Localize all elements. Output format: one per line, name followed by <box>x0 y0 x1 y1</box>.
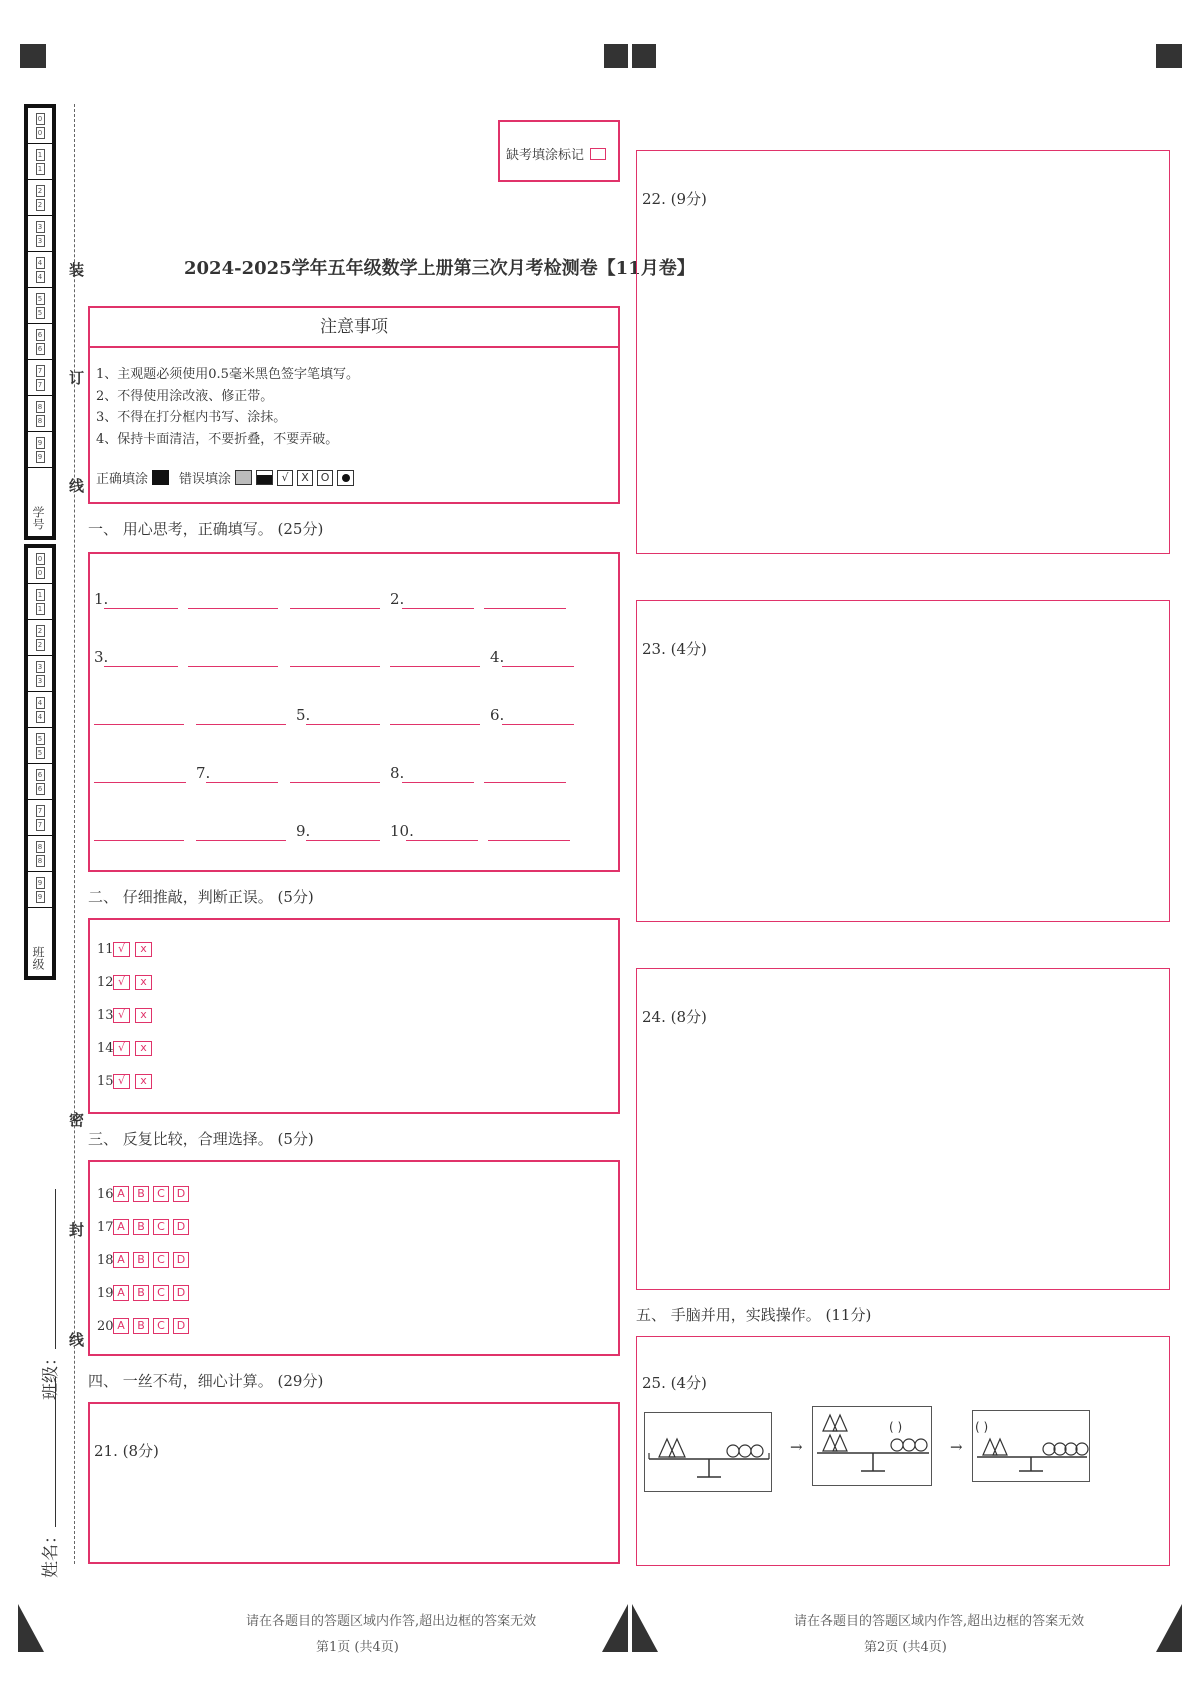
section-3-title: 三、 反复比较，合理选择。 (5分) <box>88 1130 314 1148</box>
digit-bubble: 6 <box>36 769 45 781</box>
registration-mark-top-center-2 <box>632 44 656 68</box>
tf-question-row <box>97 942 157 957</box>
student-number-digit-4[interactable] <box>28 252 52 288</box>
digit-bubble: 5 <box>36 307 45 319</box>
class-number-digit-1[interactable] <box>28 584 52 620</box>
digit-bubble: 1 <box>36 589 45 601</box>
balance-scale-3 <box>972 1410 1090 1482</box>
blank-8d[interactable] <box>196 840 286 841</box>
digit-bubble: 2 <box>36 625 45 637</box>
class-number-digit-7[interactable] <box>28 800 52 836</box>
mc-option-c[interactable]: C <box>153 1219 169 1235</box>
student-number-digit-2[interactable] <box>28 180 52 216</box>
question-23-box[interactable] <box>636 600 1170 922</box>
registration-triangle-bottom-center-2 <box>632 1604 658 1652</box>
digit-bubble: 2 <box>36 639 45 651</box>
blank-6b[interactable] <box>94 782 186 783</box>
class-number-digit-6[interactable] <box>28 764 52 800</box>
class-number-digit-2[interactable] <box>28 620 52 656</box>
mc-option-b[interactable]: B <box>133 1318 149 1334</box>
tf-question-number: 13 <box>97 1008 114 1023</box>
question-24-label: 24. (8分) <box>642 1008 707 1026</box>
tf-question-row <box>97 975 157 990</box>
digit-bubble: 9 <box>36 877 45 889</box>
binding-char-xian2: 线 <box>67 1332 85 1347</box>
mc-option-c[interactable]: C <box>153 1318 169 1334</box>
student-number-digit-1[interactable] <box>28 144 52 180</box>
balance-scale-2 <box>812 1406 932 1486</box>
blank-7b[interactable] <box>290 782 380 783</box>
blank-label-2: 2. <box>390 590 405 608</box>
question-24-box[interactable] <box>636 968 1170 1290</box>
digit-bubble: 1 <box>36 603 45 615</box>
footer-page-2: 第2页 (共4页) <box>864 1640 947 1655</box>
notice-item-3: 3、不得在打分框内书写、涂抹。 <box>96 410 287 425</box>
tf-question-number: 15 <box>97 1074 114 1089</box>
registration-mark-top-left <box>20 44 46 68</box>
mc-question-row <box>97 1219 193 1235</box>
blank-4a[interactable] <box>502 666 574 667</box>
digit-bubble: 2 <box>36 185 45 197</box>
mc-question-row <box>97 1252 193 1268</box>
blank-2a[interactable] <box>402 608 474 609</box>
binding-char-zhuang: 装 <box>67 262 85 277</box>
tf-false-option[interactable]: x <box>135 942 152 957</box>
class-number-grid <box>24 544 56 980</box>
notice-heading: 注意事项 <box>90 308 618 348</box>
section-1-title: 一、 用心思考，正确填写。 (25分) <box>88 520 324 538</box>
wrong-fill-check-sample: √ <box>277 470 293 486</box>
class-number-digit-8[interactable] <box>28 836 52 872</box>
digit-bubble: 0 <box>36 113 45 125</box>
footer-note-page-1: 请在各题目的答题区域内作答,超出边框的答案无效 <box>246 1614 537 1629</box>
class-number-digit-3[interactable] <box>28 656 52 692</box>
digit-bubble: 5 <box>36 733 45 745</box>
digit-bubble: 4 <box>36 257 45 269</box>
blank-3b[interactable] <box>188 666 278 667</box>
mc-option-a[interactable]: A <box>113 1219 129 1235</box>
class-number-digit-9[interactable] <box>28 872 52 908</box>
question-23-label: 23. (4分) <box>642 640 707 658</box>
digit-bubble: 1 <box>36 163 45 175</box>
digit-bubble: 3 <box>36 235 45 247</box>
blank-4b[interactable] <box>94 724 184 725</box>
blank-label-4: 4. <box>490 648 505 666</box>
blank-2b[interactable] <box>484 608 566 609</box>
section-1-box <box>88 552 620 872</box>
mc-option-c[interactable]: C <box>153 1252 169 1268</box>
registration-triangle-bottom-left <box>18 1604 44 1652</box>
blank-5b[interactable] <box>390 724 480 725</box>
correct-fill-label: 正确填涂 <box>96 472 149 487</box>
section-2-box <box>88 918 620 1114</box>
mc-option-a[interactable]: A <box>113 1252 129 1268</box>
digit-bubble: 6 <box>36 343 45 355</box>
digit-bubble: 7 <box>36 365 45 377</box>
digit-bubble: 5 <box>36 293 45 305</box>
mc-option-b[interactable]: B <box>133 1219 149 1235</box>
balance-scale-3-paren: ( ) <box>975 1420 989 1434</box>
wrong-fill-gray-sample <box>235 470 252 485</box>
class-number-digit-4[interactable] <box>28 692 52 728</box>
mc-option-b[interactable]: B <box>133 1285 149 1301</box>
tf-question-number: 11 <box>97 942 114 957</box>
mc-option-a[interactable]: A <box>113 1186 129 1202</box>
tf-false-option[interactable]: x <box>135 1074 152 1089</box>
digit-bubble: 6 <box>36 329 45 341</box>
side-class-label: 班级： <box>41 1349 61 1400</box>
question-22-label: 22. (9分) <box>642 190 707 208</box>
registration-mark-top-right <box>1156 44 1182 68</box>
blank-4c[interactable] <box>196 724 286 725</box>
registration-triangle-bottom-right <box>1156 1604 1182 1652</box>
mc-option-b[interactable]: B <box>133 1186 149 1202</box>
tf-question-row <box>97 1008 157 1023</box>
mc-question-number: 20 <box>97 1318 114 1334</box>
digit-bubble: 4 <box>36 711 45 723</box>
blank-1b[interactable] <box>188 608 278 609</box>
tf-question-row <box>97 1074 157 1089</box>
registration-mark-top-center-1 <box>604 44 628 68</box>
absent-mark-checkbox[interactable] <box>590 148 606 160</box>
arrow-2: → <box>950 1438 963 1456</box>
tf-false-option[interactable]: x <box>135 975 152 990</box>
mc-question-number: 19 <box>97 1285 114 1301</box>
blank-3a[interactable] <box>104 666 178 667</box>
blank-7a[interactable] <box>206 782 278 783</box>
binding-char-feng: 封 <box>67 1222 85 1237</box>
balance-scale-3-drawing <box>973 1411 1091 1483</box>
blank-label-3: 3. <box>94 648 109 666</box>
blank-8b[interactable] <box>484 782 566 783</box>
digit-bubble: 8 <box>36 841 45 853</box>
student-number-digit-0[interactable] <box>28 108 52 144</box>
blank-10a[interactable] <box>406 840 478 841</box>
absent-mark-label: 缺考填涂标记 <box>506 148 585 163</box>
binding-char-xian: 线 <box>67 478 85 493</box>
mc-option-d[interactable]: D <box>173 1318 189 1334</box>
digit-bubble: 0 <box>36 567 45 579</box>
blank-label-6: 6. <box>490 706 505 724</box>
digit-bubble: 8 <box>36 401 45 413</box>
digit-bubble: 7 <box>36 819 45 831</box>
absent-mark-box <box>498 120 620 182</box>
footer-page-1: 第1页 (共4页) <box>316 1640 399 1655</box>
tf-question-number: 14 <box>97 1041 114 1056</box>
blank-3c[interactable] <box>290 666 380 667</box>
digit-bubble: 7 <box>36 805 45 817</box>
blank-label-8: 8. <box>390 764 405 782</box>
digit-bubble: 5 <box>36 747 45 759</box>
blank-label-5: 5. <box>296 706 311 724</box>
class-number-label: 班级 <box>31 946 45 970</box>
blank-5a[interactable] <box>306 724 380 725</box>
section-2-title: 二、 仔细推敲，判断正误。 (5分) <box>88 888 314 906</box>
question-22-box[interactable] <box>636 150 1170 554</box>
digit-bubble: 9 <box>36 451 45 463</box>
student-number-digit-9[interactable] <box>28 432 52 468</box>
correct-fill-sample <box>152 470 169 485</box>
mc-question-number: 17 <box>97 1219 114 1235</box>
digit-bubble: 0 <box>36 127 45 139</box>
student-number-digit-6[interactable] <box>28 324 52 360</box>
side-class-field[interactable] <box>36 1189 61 1400</box>
balance-scale-1-drawing <box>645 1413 773 1493</box>
blank-10b[interactable] <box>488 840 570 841</box>
registration-triangle-bottom-center-1 <box>602 1604 628 1652</box>
tf-true-option[interactable]: √ <box>113 975 130 990</box>
student-number-digit-3[interactable] <box>28 216 52 252</box>
mc-question-number: 16 <box>97 1186 114 1202</box>
blank-8a[interactable] <box>402 782 474 783</box>
tf-true-option[interactable]: √ <box>113 1041 130 1056</box>
class-number-digit-5[interactable] <box>28 728 52 764</box>
digit-bubble: 9 <box>36 891 45 903</box>
section-4-title: 四、 一丝不苟，细心计算。 (29分) <box>88 1372 324 1390</box>
side-name-label: 姓名： <box>41 1527 61 1578</box>
digit-bubble: 8 <box>36 855 45 867</box>
blank-1a[interactable] <box>104 608 178 609</box>
arrow-1: → <box>790 1438 803 1456</box>
digit-bubble: 3 <box>36 221 45 233</box>
digit-bubble: 9 <box>36 437 45 449</box>
mc-option-d[interactable]: D <box>173 1252 189 1268</box>
digit-bubble: 3 <box>36 675 45 687</box>
digit-bubble: 7 <box>36 379 45 391</box>
mc-option-c[interactable]: C <box>153 1285 169 1301</box>
mc-question-number: 18 <box>97 1252 114 1268</box>
tf-question-number: 12 <box>97 975 114 990</box>
blank-label-10: 10. <box>390 822 414 840</box>
student-number-digit-8[interactable] <box>28 396 52 432</box>
digit-bubble: 8 <box>36 415 45 427</box>
balance-scale-2-paren: ( ) <box>889 1420 903 1434</box>
notice-item-4: 4、保持卡面清洁，不要折叠，不要弄破。 <box>96 431 339 447</box>
digit-bubble: 6 <box>36 783 45 795</box>
footer-note-page-2: 请在各题目的答题区域内作答,超出边框的答案无效 <box>794 1614 1085 1629</box>
mc-option-d[interactable]: D <box>173 1186 189 1202</box>
notice-box <box>88 306 620 504</box>
digit-bubble: 0 <box>36 553 45 565</box>
question-21-label: 21. (8分) <box>94 1442 159 1460</box>
binding-char-ding: 订 <box>67 370 85 385</box>
mc-option-d[interactable]: D <box>173 1219 189 1235</box>
notice-item-1: 1、主观题必须使用0.5毫米黑色签字笔填写。 <box>96 367 359 382</box>
wrong-fill-dot-sample <box>337 470 354 486</box>
blank-8c[interactable] <box>94 840 184 841</box>
question-21-box[interactable] <box>88 1402 620 1564</box>
digit-bubble: 4 <box>36 271 45 283</box>
blank-1c[interactable] <box>290 608 380 609</box>
blank-3d[interactable] <box>390 666 480 667</box>
tf-true-option[interactable]: √ <box>113 1008 130 1023</box>
wrong-fill-partial-sample <box>256 470 273 485</box>
balance-scale-1 <box>644 1412 772 1492</box>
digit-bubble: 1 <box>36 149 45 161</box>
section-5-title: 五、 手脑并用，实践操作。 (11分) <box>636 1306 872 1324</box>
student-number-digit-7[interactable] <box>28 360 52 396</box>
tf-false-option[interactable]: x <box>135 1008 152 1023</box>
mc-option-c[interactable]: C <box>153 1186 169 1202</box>
blank-label-9: 9. <box>296 822 311 840</box>
balance-scale-2-drawing <box>813 1407 933 1487</box>
blank-label-7: 7. <box>196 764 211 782</box>
wrong-fill-o-sample: O <box>317 470 333 486</box>
question-25-label: 25. (4分) <box>642 1374 707 1392</box>
student-number-grid <box>24 104 56 540</box>
mc-question-row <box>97 1318 193 1334</box>
mc-question-row <box>97 1285 193 1301</box>
tf-question-row <box>97 1041 157 1056</box>
wrong-fill-x-sample: X <box>297 470 313 486</box>
notice-item-2: 2、不得使用涂改液、修正带。 <box>96 388 274 404</box>
tf-false-option[interactable]: x <box>135 1041 152 1056</box>
mc-option-a[interactable]: A <box>113 1318 129 1334</box>
student-number-label: 学号 <box>31 506 45 530</box>
side-name-field[interactable] <box>36 1377 61 1578</box>
tf-true-option[interactable]: √ <box>113 942 130 957</box>
wrong-fill-label: 错误填涂 <box>179 472 232 487</box>
mc-option-a[interactable]: A <box>113 1285 129 1301</box>
digit-bubble: 2 <box>36 199 45 211</box>
blank-9a[interactable] <box>306 840 380 841</box>
mc-option-d[interactable]: D <box>173 1285 189 1301</box>
mc-option-b[interactable]: B <box>133 1252 149 1268</box>
mc-question-row <box>97 1186 193 1202</box>
page-title: 2024-2025学年五年级数学上册第三次月考检测卷【11月卷】 <box>184 258 695 279</box>
student-number-digit-5[interactable] <box>28 288 52 324</box>
tf-true-option[interactable]: √ <box>113 1074 130 1089</box>
binding-char-mi: 密 <box>67 1112 85 1127</box>
class-number-digit-0[interactable] <box>28 548 52 584</box>
digit-bubble: 4 <box>36 697 45 709</box>
digit-bubble: 3 <box>36 661 45 673</box>
blank-label-1: 1. <box>94 590 109 608</box>
blank-6a[interactable] <box>502 724 574 725</box>
